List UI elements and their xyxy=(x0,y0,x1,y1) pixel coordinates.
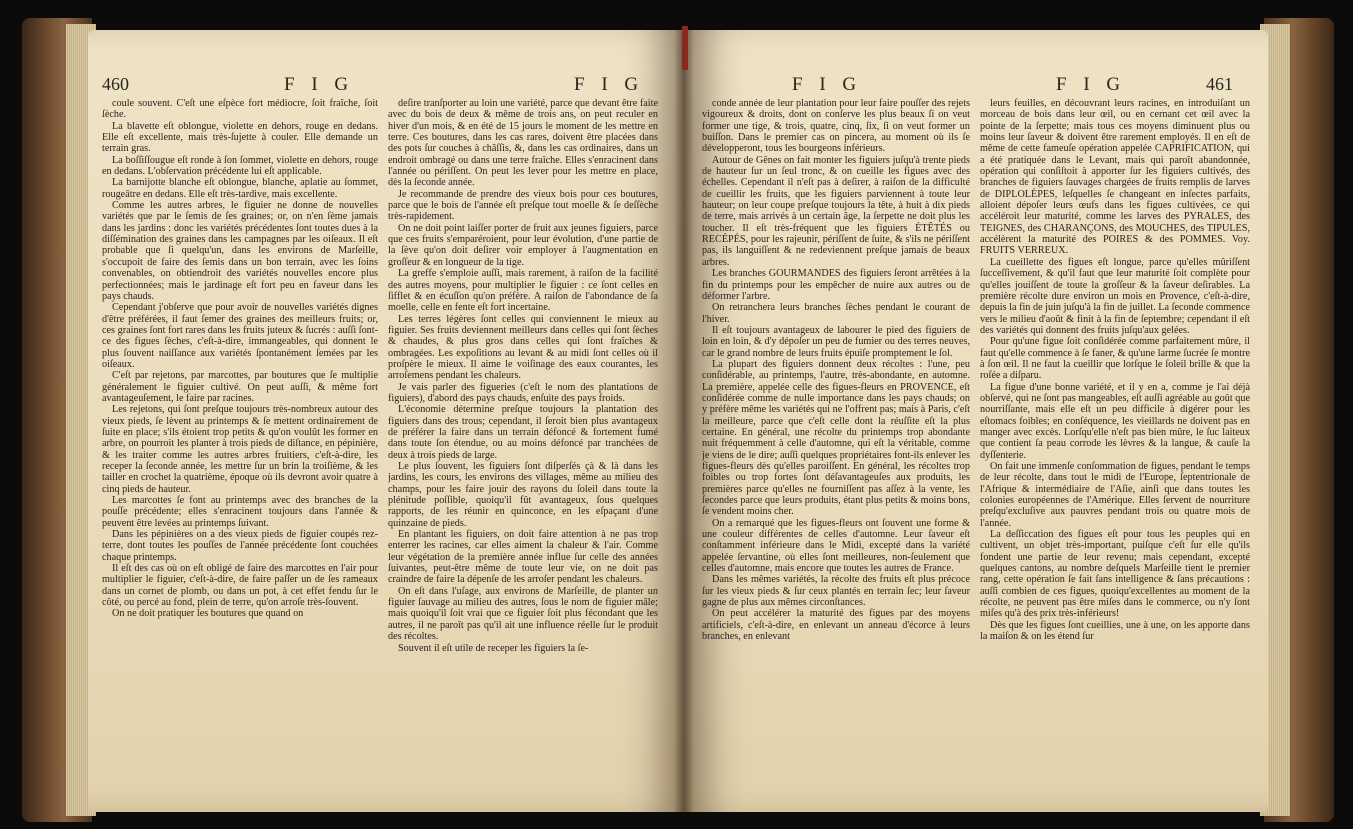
paragraph: Pour qu'une figue ſoit conſidérée comme parfaitement mûre, il faut qu'elle commence à ſe faner, & qu'une larme ſucrée ſe montre à ſon œil. Il ne faut la cueillir que lorſque le ſoleil brille & que la roſée a diſparu. xyxy=(980,336,1250,382)
paragraph: Autour de Gênes on fait monter les figuiers juſqu'à trente pieds de hauteur ſur un ſeul tronc, & on cueille les figues avec des échelles. Cependant il n'eſt pas à deſirer, à raiſon de la difficulté de cueillir les fruits, que les figuiers parviennent à toute leur hauteur; on leur coupe preſque toujours la tête, à huit à dix pieds de terre, mais arrivés à un certain âge, la ſerpette ne doit plus les toucher. Il eſt très-fréquent que les figuiers ÉTÊTÉS ou RECÉPÉS, pour les rajeunir, périſſent de ſuite, & s'ils ne périſſent pas, ils languiſſent & ne redeviennent preſque jamais de beaux arbres. xyxy=(702,154,970,268)
paragraph: La deſſiccation des figues eſt pour tous les peuples qui en cultivent, un objet très-important, puiſque c'eſt ſur elle qu'ils fondent une partie de leur revenu; mais cependant, excepté quelques cantons, au nombre deſquels Marſeille tient le premier rang, cette opération ſe fait ſans intelligence & ſans précautions : auſſi combien de ces figues, quoiqu'excellentes au moment de la récolte, ne peuvent pas être miſes dans le commerce, ou n'y ſont miſes qu'à des prix très-inférieurs! xyxy=(980,529,1250,620)
text-column xyxy=(702,98,970,778)
running-head-title: F I G xyxy=(792,74,863,95)
text-column xyxy=(102,98,378,778)
paragraph: La barnijotte blanche eſt oblongue, blanche, aplatie au ſommet, rougeâtre en dedans. Elle eſt très-tardive, mais excellente. xyxy=(102,177,378,200)
right-running-head xyxy=(684,74,1268,96)
paragraph: La blavette eſt oblongue, violette en dehors, rouge en dedans. Elle eſt excellente, mais très-ſujette à couler. Elle demande un terrain gras. xyxy=(102,120,378,155)
paragraph: On peut accélérer la maturité des figues par des moyens artificiels, c'eſt-à-dire, en enlevant un anneau d'écorce à leurs branches, en enlevant xyxy=(702,608,970,643)
paragraph: La cueillette des figues eſt longue, parce qu'elles mûriſſent ſucceſſivement, & qu'il faut que leur maturité ſoit complète pour qu'elles jouiſſent de toute la groſſeur & la ſaveur deſirables. La première récolte dure environ un mois en Provence, c'eſt-à-dire, depuis la fin de juin juſqu'à la fin de juillet. La ſeconde commence vers le milieu d'août & finit à la fin de ſeptembre; cependant il eſt des variétés qui donnent des fruits juſqu'aux gelées. xyxy=(980,256,1250,336)
paragraph: Cependant j'obſerve que pour avoir de nouvelles variétés dignes d'être préférées, il faut ſemer des graines des meilleurs fruits; or, ces graines ſont fort rares dans les fruits juteux & ſucrés : auſſi ſont-ce des figues ſèches, c'eſt-à-dire, immangeables, qui donnent le plus ſouvent naiſſance aux variétés ſpontanément ſemées par les oiſeaux. xyxy=(102,302,378,370)
paragraph: Je recommande de prendre des vieux bois pour ces boutures, parce que le bois de l'année eſt preſque tout moelle & ſe deſſèche très-rapidement. xyxy=(388,188,658,223)
paragraph: deſire tranſporter au loin une variété, parce que devant être faite avec du bois de deux & même de trois ans, on peut reculer en hiver d'un mois, & en été de 15 jours le moment de les mettre en terre. Ces boutures, dans les cas rares, doivent être placées dans des pots ſur couches à châſſis, &, dans les cas ordinaires, dans un endroit ombragé ou dans une terre fraîche. Elles s'enracinent dans l'année ou périſſent. On peut les lever pour les mettre en place, dès la ſeconde année. xyxy=(388,98,658,189)
running-head-title: F I G xyxy=(284,74,355,95)
text-column xyxy=(980,98,1250,778)
paragraph: On a remarqué que les figues-fleurs ont ſouvent une forme & une couleur différentes de celles d'automne. Leur ſaveur eſt conſtamment inférieure dans le Midi, excepté dans la variété appelée ſervantine, où elles ſont meilleures, non-ſeulement que celles d'automne, mais encore que toutes les autres de France. xyxy=(702,517,970,575)
paragraph: L'économie détermine preſque toujours la plantation des figuiers dans des trous; cependant, il ſeroit bien plus avantageux de préférer la faire dans un terrain défoncé & fortement fumé dans toute ſon étendue, ou au moins défoncé par tranchées de deux à trois pieds de large. xyxy=(388,404,658,461)
page-number: 460 xyxy=(102,74,129,94)
paragraph: La figue d'une bonne variété, et il y en a, comme je l'ai déjà obſervé, qui ne ſont pas mangeables, eſt auſſi agréable au goût que nourriſſante, mais elle eſt un peu difficile à digérer pour les eſtomacs foibles; en conſéquence, les vieillards ne doivent pas en manger avec excès. Lorſqu'elle n'eſt pas bien mûre, le ſuc laiteux que contient ſa peau corrode les lèvres & la langue, & cauſe la dyſſenterie. xyxy=(980,381,1250,461)
paragraph: Le plus ſouvent, les figuiers ſont diſperſés çà & là dans les jardins, les cours, les environs des villages, même au milieu des champs, pour les faire jouir des rayons du ſoleil dans toute la plénitude poſſible, quoiqu'il fût avantageux, ſous quelques rapports, de les réunir en quinconce, en les eſpaçant d'une quinzaine de pieds. xyxy=(388,461,658,529)
ribbon-bookmark xyxy=(682,26,688,70)
page-number: 461 xyxy=(1206,74,1233,94)
paragraph: Il eſt toujours avantageux de labourer le pied des figuiers de loin en loin, & d'y dépoſer un peu de fumier ou des terres neuves, car le grand nombre de leurs fruits épuiſe promptement le ſol. xyxy=(702,324,970,359)
paragraph: On ne doit pratiquer les boutures que quand on xyxy=(112,608,304,620)
paragraph: leurs feuilles, en découvrant leurs racines, en introduiſant un morceau de bois dans leur œil, ou en cernant cet œil avec la pointe de la ſerpette; mais tous ces moyens diminuent plus ou moins leur ſaveur & doivent être rarement employés. Il en eſt de même de cette fameuſe opération appelée CAPRIFICATION, qui a été pratiquée dans le Levant, mais qui paroît abandonnée, opération qui conſiſtoit à apporter ſur les figuiers cultivés, des branches de figuiers ſauvages chargées de fruits remplis de larves de DIPLOLÈPES, leſquelles ſe changeant en inſectes parfaits, alloient dépoſer leurs œufs dans les figues cultivées, ce qui accéléroit leur maturité, comme les larves des PYRALES, des TEIGNES, des CHARANÇONS, des MOUCHES, des TIPULES, accélèrent la maturité des POIRES & des POMMES. Voy. FRUITS VERREUX. xyxy=(980,98,1250,257)
running-head-title: F I G xyxy=(574,74,645,95)
paragraph: On ne doit point laiſſer porter de fruit aux jeunes figuiers, parce que ces fruits s'emparéroient, pour leur évolution, d'une partie de la ſève qu'on doit deſirer voir employer à l'augmentation en groſſeur & en longueur de la tige. xyxy=(388,222,658,268)
book-gutter xyxy=(674,30,694,812)
paragraph: C'eſt par rejetons, par marcottes, par boutures que ſe multiplie généralement le figuier cultivé. On peut auſſi, & même fort avantageuſement, le faire par racines. xyxy=(102,370,378,404)
paragraph: On fait une immenſe conſommation de figues, pendant le temps de leur récolte, dans tout le midi de l'Europe, ſeptentrionale de l'Afrique & intermédiaire de l'Aſie, ainſi que dans toutes les colonies européennes de l'Amérique. Elles ſervent de nourriture preſqu'excluſive aux pauvres pendant trois ou quatre mois de l'année. xyxy=(980,461,1250,529)
right-page xyxy=(684,30,1268,812)
paragraph: Je vais parler des figueries (c'eſt le nom des plantations de figuiers), d'abord des pays chauds, enſuite des pays froids. xyxy=(388,381,658,404)
paragraph: On eſt dans l'uſage, aux environs de Marſeille, de planter un figuier ſauvage au milieu des autres, ſous le nom de figuier mâle; mais quoiqu'il ſoit vrai que ce figuier ſoit plus fécondant que les autres, il ne paroît pas qu'il ait une influence réelle ſur le produit des récoltes. xyxy=(388,585,658,643)
paragraph: On retranchera leurs branches ſèches pendant le courant de l'hiver. xyxy=(702,302,970,325)
paragraph: Il eſt des cas où on eſt obligé de faire des marcottes en l'air pour multiplier le figuier, c'eſt-à-dire, de faire paſſer un de ſes rameaux dans un cornet de plomb, ou dans un pot, à cet effet fendu ſur le côté, ou percé au fond, plein de terre, qu'on arroſe très-ſouvent. xyxy=(102,563,378,609)
left-page xyxy=(88,30,684,812)
left-running-head xyxy=(88,74,684,96)
paragraph: Les rejetons, qui ſont preſque toujours très-nombreux autour des vieux pieds, ſe lèvent au printemps & ſe mettent ordinairement de ſuite en place; s'ils étoient trop petits & qu'on voulût les former en arbre, on pourroit les planter à trois pieds de diſtance, en pépinière, & les traiter comme les autres arbres fruitiers, c'eſt-à-dire, les receper la ſeconde année, les mettre ſur un brin la troiſième, & les tailler en crochet la quatrième, époque où ils devront avoir quatre à cinq pieds de hauteur. xyxy=(102,404,378,495)
paragraph: Dans les mêmes variétés, la récolte des fruits eſt plus précoce ſur les vieux pieds & ſur ceux plantés en terrain ſec; leur ſaveur gagne de plus aux mêmes circonſtances. xyxy=(702,574,970,609)
running-head-title: F I G xyxy=(1056,74,1127,95)
paragraph: La greffe s'emploie auſſi, mais rarement, à raiſon de la facilité des autres moyens, pour multiplier le figuier : ce ſont celles en ſifflet & en écuſſon qu'on préfère. A raiſon de l'abondance de ſa moelle, celle en fente eſt fort incertaine. xyxy=(388,268,658,314)
paragraph: Dans les pépinières on a des vieux pieds de figuier coupés rez-terre, dont toutes les pouſſes de l'année précédente ſont couchées chaque printemps. xyxy=(102,529,378,563)
paragraph: conde année de leur plantation pour leur faire pouſſer des rejets vigoureux & droits, dont on conſerve les plus beaux ſi on veut former une tige, & trois, quatre, cinq, ſix, ſi on veut former un buiſſon. Dans le premier cas on pincera, au moment où ils ſe développeront, tous les bourgeons inférieurs. xyxy=(702,98,970,155)
paragraph: Les marcottes ſe font au printemps avec des branches de la pouſſe précédente; elles s'enracinent toujours dans l'année & peuvent être levées au printemps ſuivant. xyxy=(102,495,378,529)
open-book xyxy=(22,16,1334,822)
paragraph: Les terres légères ſont celles qui conviennent le mieux au figuier. Ses fruits deviennent meilleurs dans celles qui ſont ſèches & chaudes, & plus gros dans celles qui ſont fraîches & ombragées. Les expoſitions au levant & au midi ſont celles où il proſpère le mieux. Il aime le voiſinage des eaux courantes, les arroſemens pendant les chaleurs. xyxy=(388,313,658,382)
paragraph: Les branches GOURMANDES des figuiers ſeront arrêtées à la fin du printemps pour les empêcher de nuire aux autres ou de déformer l'arbre. xyxy=(702,268,970,302)
paragraph: En plantant les figuiers, on doit faire attention à ne pas trop enterrer les racines, car elles aiment la chaleur & l'air. Comme leur végétation de la première année influe ſur celle des années ſuivantes, peut-être même de toute leur vie, on ne doit pas craindre de faire la dépenſe de les arroſer pendant les chaleurs. xyxy=(388,529,658,586)
paragraph: Dès que les figues ſont cueillies, une à une, on les apporte dans la maiſon & on les étend ſur xyxy=(980,619,1250,643)
paragraph: La boſſiſſougue eſt ronde à ſon ſommet, violette en dehors, rouge en dedans. L'obſervation précédente lui eſt applicable. xyxy=(102,154,378,178)
text-column xyxy=(388,98,658,778)
paragraph: coule souvent. C'eſt une eſpèce fort médiocre, ſoit fraîche, ſoit ſèche. xyxy=(102,98,378,121)
paragraph: Comme les autres arbres, le figuier ne donne de nouvelles variétés que par le ſemis de ſes graines; or, on n'en ſème jamais dans les jardins : donc les variétés précédentes ſont toutes dues à la diſſémination des graines dans les campagnes par les oiſeaux. Il eſt probable que ſi quelqu'un, dans les environs de Marſeille, s'occupoit de faire des ſemis dans un bon terrain, avec les ſoins convenables, on obtiendroit des variétés nouvelles encore plus perfectionnées; mais le jardinage eſt fort peu en faveur dans les pays chauds. xyxy=(102,200,378,302)
paragraph: Souvent il eſt utile de receper les figuiers la ſe- xyxy=(398,642,589,654)
paragraph: La plupart des figuiers donnent deux récoltes : l'une, peu conſidérable, au printemps, l'autre, très-abondante, en automne. La première, appelée celle des figues-fleurs en PROVENCE, eſt conſidérée comme de nulle importance dans les pays chauds; on y préfère même les variétés qui ne l'offrent pas; mais à Paris, c'eſt la meilleure, parce que c'eſt celle dont la réuſſite eſt la plus certaine. En général, une récolte du printemps trop abondante nuit fréquemment à celle d'automne, qui eſt la véritable, comme je viens de le dire; auſſi quelques propriétaires font-ils enlever les figues-fleurs dès qu'elles paroiſſent. En général, les récoltes trop foibles ou trop fortes ſont déſavantageuſes aux produits, les premières parce qu'elles ne fourniſſent pas aſſez à la vente, les ſecondes parce que leurs produits, étant plus petits & moins bons, ſe vendent moins cher. xyxy=(702,358,970,518)
